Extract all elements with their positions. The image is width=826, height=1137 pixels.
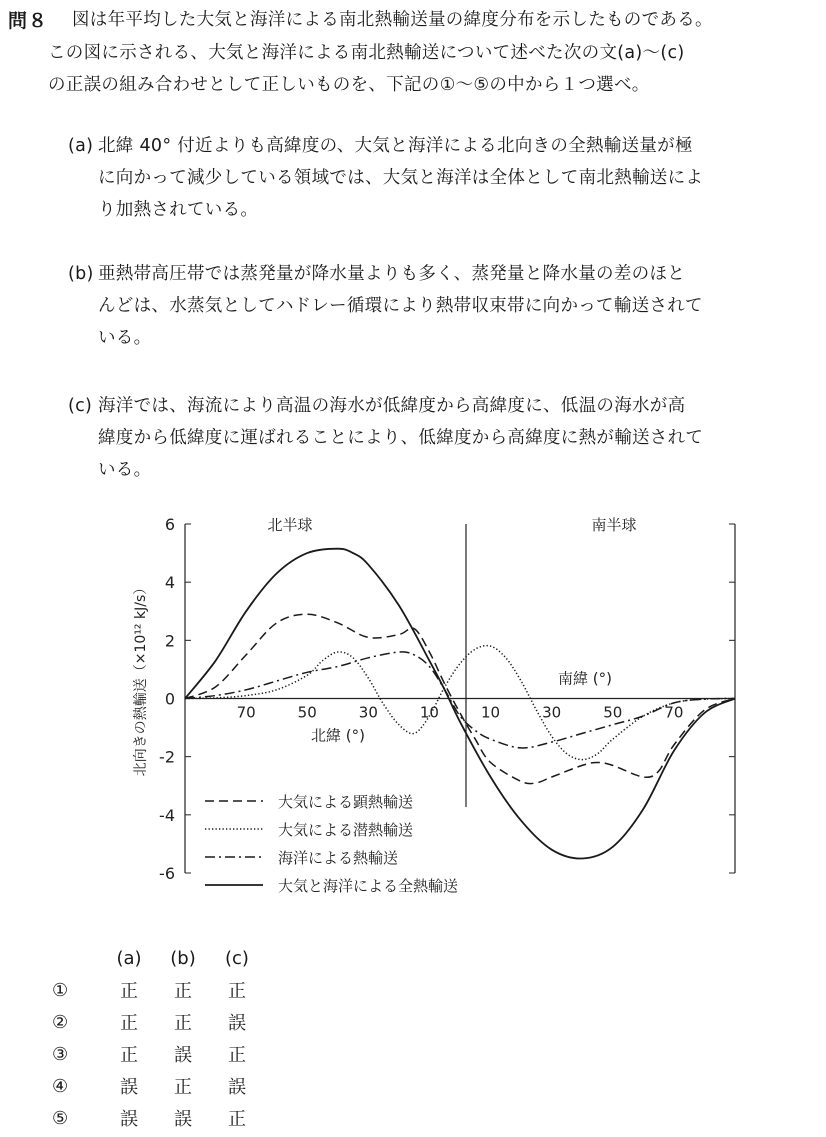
answer-choices [52, 942, 264, 1134]
choice-value: 正 [228, 1109, 246, 1130]
choice-value: 正 [228, 1045, 246, 1066]
question-label: 問８ [8, 10, 49, 32]
statement-line: に向かって減少している領域では、大気と海洋は全体として南北熱輸送によ [98, 168, 704, 188]
choice-value: 誤 [120, 1109, 138, 1130]
y-tick-label: 4 [164, 573, 175, 593]
choice-value: 誤 [228, 1013, 246, 1034]
y-axis-label: 北向きの熱輸送（×10¹² kJ/s） [133, 580, 149, 777]
statement-tag: (c) [68, 396, 93, 416]
legend-ocean-heat-label: 海洋による熱輸送 [278, 849, 399, 867]
y-tick-label: 6 [164, 515, 175, 534]
y-tick-label: -4 [159, 805, 175, 825]
y-tick-label: 0 [164, 689, 175, 709]
statement-line: 緯度から低緯度に運ばれることにより、低緯度から高緯度に熱が輸送されて [98, 428, 704, 448]
choice-row-4[interactable] [52, 1070, 264, 1102]
statement-tag: (b) [68, 264, 94, 284]
x-tick-label-south: 70 [664, 703, 684, 722]
statement-line: 海洋では、海流により高温の海水が低緯度から高緯度に、低温の海水が高 [98, 396, 686, 416]
choice-value: 誤 [120, 1077, 138, 1098]
choice-value: 正 [120, 981, 138, 1002]
y-tick-label: 2 [164, 631, 175, 651]
legend-sensible-heat-label: 大気による顕熱輸送 [278, 793, 414, 811]
choice-row-2[interactable] [52, 1006, 264, 1038]
hemisphere-south-label: 南半球 [591, 516, 637, 534]
choice-value: 誤 [174, 1045, 192, 1066]
choices-header: (c) [225, 947, 249, 969]
hemisphere-north-label: 北半球 [267, 516, 313, 534]
ocean-heat-line [185, 652, 735, 748]
statement-line: んどは、水蒸気としてハドレー循環により熱帯収束帯に向かって輸送されて [98, 296, 703, 316]
statement-line: いる。 [98, 460, 152, 480]
x-tick-label-north: 50 [297, 703, 317, 722]
statement-line: 北緯 40° 付近よりも高緯度の、大気と海洋による北向きの全熱輸送量が極 [98, 136, 693, 156]
choice-value: 正 [174, 981, 192, 1002]
choice-number: ④ [52, 1075, 69, 1097]
statement-line: り加熱されている。 [98, 200, 259, 220]
y-tick-label: -6 [159, 864, 175, 883]
choices-header: (a) [116, 947, 142, 969]
choice-row-5[interactable] [52, 1102, 264, 1134]
x-tick-label-north: 30 [358, 703, 378, 722]
choice-value: 正 [228, 981, 246, 1002]
choice-number: ⑤ [52, 1107, 69, 1129]
x-axis-label-south: 南緯 (°) [558, 669, 612, 688]
choice-number: ③ [52, 1043, 69, 1065]
choice-row-1[interactable] [52, 974, 264, 1006]
latent-heat-line [185, 646, 735, 760]
choice-row-3[interactable] [52, 1038, 264, 1070]
statement-tag: (a) [68, 136, 94, 156]
statement-line: いる。 [98, 328, 152, 348]
question-text-line-3: の正誤の組み合わせとして正しいものを、下記の①～⑤の中から１つ選べ。 [48, 75, 650, 95]
total-heat-line [185, 549, 735, 859]
choices-header-row [52, 942, 264, 974]
x-tick-label-south: 10 [481, 703, 501, 722]
x-tick-label-north: 70 [236, 703, 256, 722]
choice-number: ② [52, 1011, 69, 1033]
legend-latent-heat-label: 大気による潜熱輸送 [278, 821, 414, 839]
choice-value: 誤 [228, 1077, 246, 1098]
choice-number: ① [52, 979, 69, 1001]
choice-value: 正 [120, 1013, 138, 1034]
choice-value: 正 [120, 1045, 138, 1066]
choice-value: 誤 [174, 1109, 192, 1130]
x-tick-label-north: 10 [419, 703, 439, 722]
x-axis-label-north: 北緯 (°) [311, 726, 365, 745]
choice-value: 正 [174, 1013, 192, 1034]
question-text-line-1: 図は年平均した大気と海洋による南北熱輸送量の緯度分布を示したものである。 [72, 10, 713, 30]
statement-line: 亜熱帯高圧帯では蒸発量が降水量よりも多く、蒸発量と降水量の差のほと [98, 264, 686, 284]
x-tick-label-south: 30 [542, 703, 562, 722]
choices-header: (b) [170, 947, 196, 969]
legend-total-heat-label: 大気と海洋による全熱輸送 [278, 877, 459, 895]
x-tick-label-south: 50 [603, 703, 623, 722]
y-tick-label: -2 [159, 747, 175, 767]
choice-value: 正 [174, 1077, 192, 1098]
question-text-line-2: この図に示される、大気と海洋による南北熱輸送について述べた次の文(a)～(c) [48, 43, 685, 63]
